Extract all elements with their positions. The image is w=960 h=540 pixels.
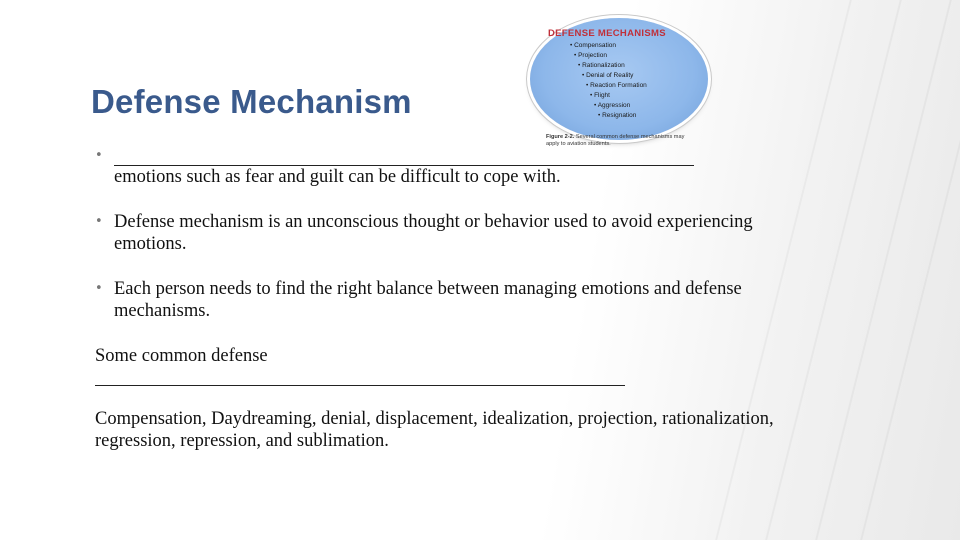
bullet-text: emotions such as fear and guilt can be difficult to cope with. xyxy=(114,167,561,187)
bullet-item xyxy=(95,145,775,188)
figure-item: • Reaction Formation xyxy=(586,82,647,89)
common-defense-intro: Some common defense xyxy=(95,346,268,366)
bullet-dot: • xyxy=(95,214,103,229)
figure-item: • Rationalization xyxy=(578,62,625,69)
fill-in-blank xyxy=(95,367,625,386)
figure-item: • Resignation xyxy=(598,112,637,119)
background-streak xyxy=(848,0,960,540)
defense-mechanisms-figure xyxy=(520,14,720,159)
bullet-item xyxy=(95,278,775,322)
figure-item: • Compensation xyxy=(570,42,616,49)
figure-item: • Flight xyxy=(590,92,610,99)
fill-in-blank xyxy=(114,145,694,166)
figure-item: • Denial of Reality xyxy=(582,72,634,79)
common-defense-list: Compensation, Daydreaming, denial, displacement, idealization, projection, rationalization, regression, repression, and sublimation. xyxy=(95,409,774,451)
bullet-item xyxy=(95,211,775,255)
bullet-text: Defense mechanism is an unconscious thought or behavior used to avoid experiencing emotions. xyxy=(114,212,753,254)
slide-title: Defense Mechanism xyxy=(91,83,412,120)
bullet-dot: • xyxy=(95,281,103,296)
figure-item: • Aggression xyxy=(594,102,631,109)
bullet-dot: • xyxy=(95,148,103,163)
bullet-text: Each person needs to find the right balance between managing emotions and defense mechanisms. xyxy=(114,279,742,321)
figure-caption-text: Several common defense mechanisms may apply to aviation students. xyxy=(546,134,685,147)
figure-item: • Projection xyxy=(574,52,607,59)
slide-body xyxy=(95,145,775,452)
figure-caption-label: Figure 2-2. xyxy=(546,134,575,140)
figure-title: DEFENSE MECHANISMS xyxy=(548,28,666,39)
